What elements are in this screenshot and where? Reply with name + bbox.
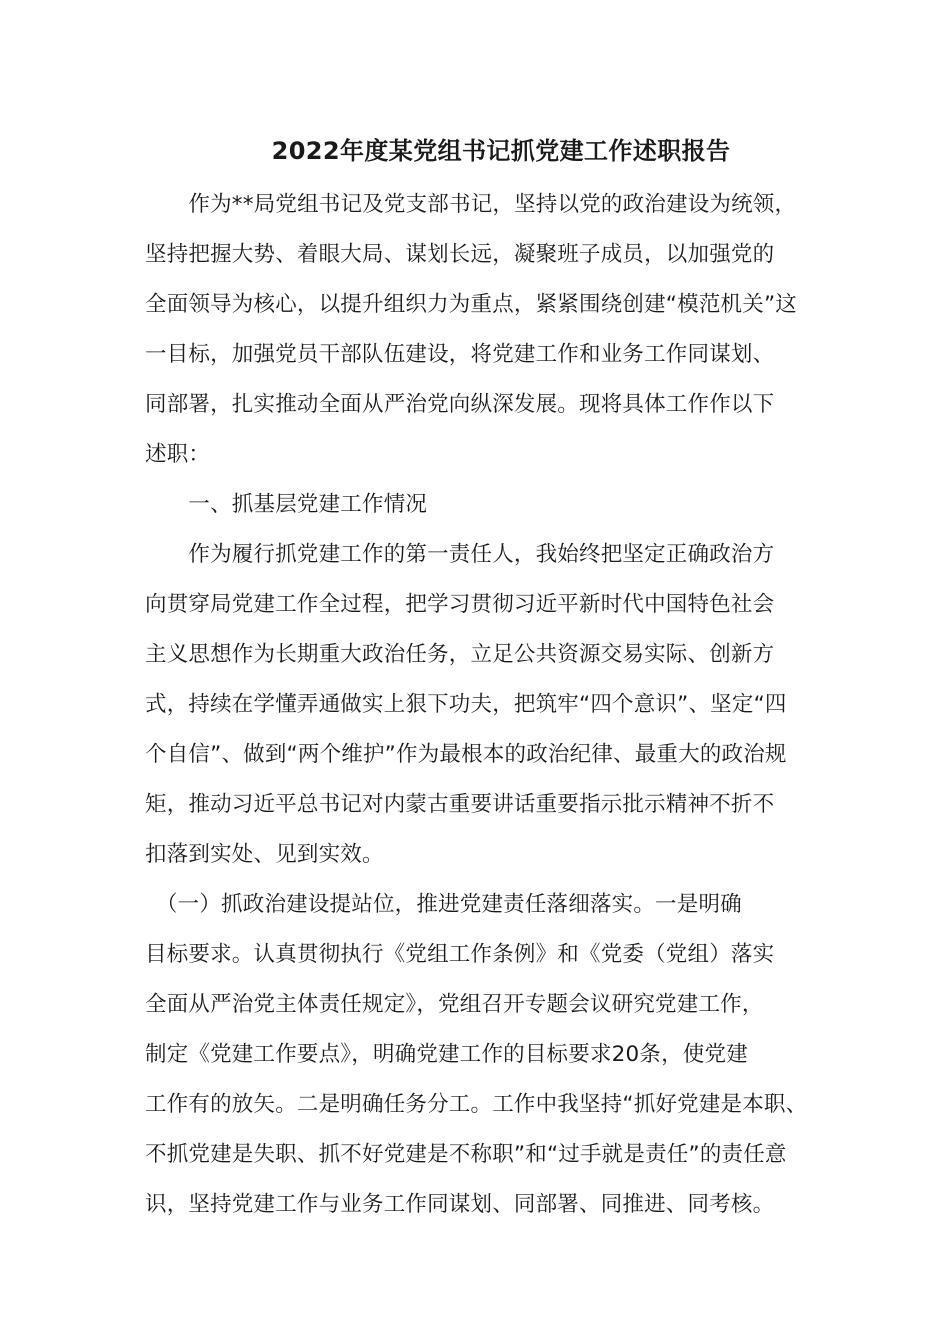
text-line: 作为履行抓党建工作的第一责任人，我始终把坚定正确政治方 — [145, 542, 775, 567]
text-line: 主义思想作为长期重大政治任务，立足公共资源交易实际、创新方 — [145, 642, 775, 667]
text-line: 全面从严治党主体责任规定》，党组召开专题会议研究党建工作， — [145, 992, 764, 1017]
text-line: 扣落到实处、见到实效。 — [145, 842, 384, 867]
subsection-line: （一）抓政治建设提站位，推进党建责任落细落实。一是明确 — [145, 892, 742, 917]
text-line: 同部署，扎实推动全面从严治党向纵深发展。现将具体工作作以下 — [145, 392, 775, 417]
text-line: 识，坚持党建工作与业务工作同谋划、同部署、同推进、同考核。 — [145, 1192, 775, 1217]
document-title: 2022年度某党组书记抓党建工作述职报告 — [271, 137, 731, 165]
text-line: 式，持续在学懂弄通做实上狠下功夫，把筑牢“四个意识”、坚定“四 — [145, 692, 787, 717]
text-line: 目标要求。认真贯彻执行《党组工作条例》和《党委（党组）落实 — [145, 942, 775, 967]
text-line: 制定《党建工作要点》，明确党建工作的目标要求20条，使党建 — [145, 1042, 748, 1067]
text-line: 坚持把握大势、着眼大局、谋划长远，凝聚班子成员，以加强党的 — [145, 242, 775, 267]
text-line: 工作有的放矢。二是明确任务分工。工作中我坚持“抓好党建是本职、 — [145, 1092, 808, 1117]
text-line: 一目标，加强党员干部队伍建设，将党建工作和业务工作同谋划、 — [145, 342, 775, 367]
text-line: 述职： — [145, 442, 211, 467]
text-line: 不抓党建是失职、抓不好党建是不称职”和“过手就是责任”的责任意 — [145, 1142, 787, 1167]
text-line: 向贯穿局党建工作全过程，把学习贯彻习近平新时代中国特色社会 — [145, 592, 775, 617]
text-line: 作为**局党组书记及党支部书记，坚持以党的政治建设为统领， — [145, 192, 797, 217]
text-line: 全面领导为核心，以提升组织力为重点，紧紧围绕创建“模范机关”这 — [145, 292, 797, 317]
section-heading: 一、抓基层党建工作情况 — [145, 492, 428, 517]
text-line: 个自信”、做到“两个维护”作为最根本的政治纪律、最重大的政治规 — [145, 742, 787, 767]
text-line: 矩，推动习近平总书记对内蒙古重要讲话重要指示批示精神不折不 — [145, 792, 775, 817]
document-body — [145, 180, 835, 1230]
